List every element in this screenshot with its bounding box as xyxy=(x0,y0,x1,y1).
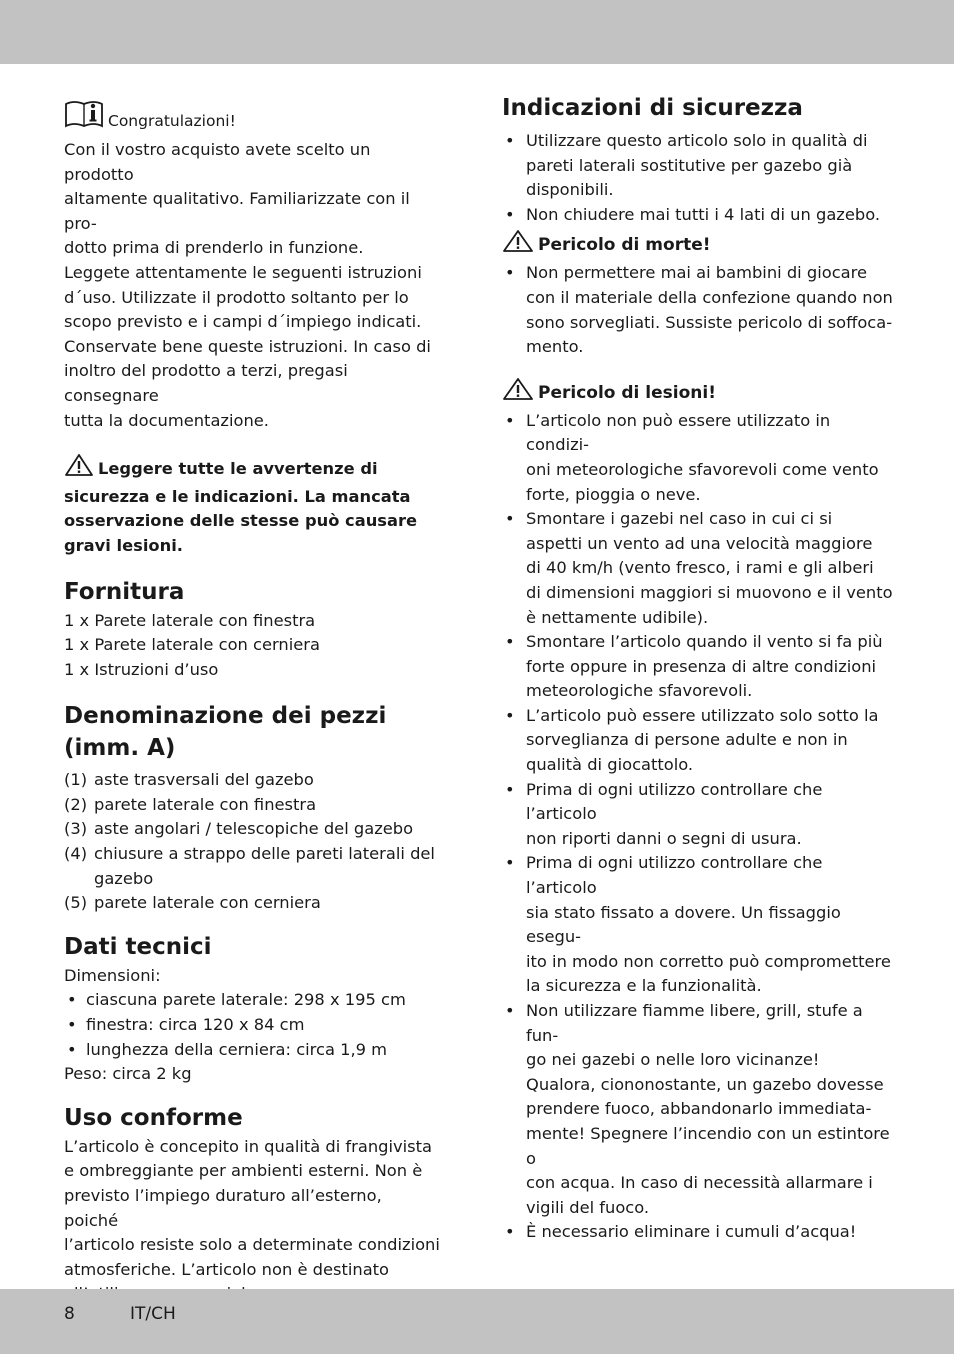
fornitura-title: Fornitura xyxy=(64,578,185,605)
part-number: (4) xyxy=(64,844,88,864)
part-item xyxy=(64,891,440,916)
warning-triangle-icon xyxy=(64,453,94,485)
left-column xyxy=(64,92,440,1307)
uso-conforme-title: Uso conforme xyxy=(64,1104,243,1131)
right-column xyxy=(502,92,894,1245)
pericolo-lesioni-item: • Prima di ogni utilizzo controllare che l’articolo sia stato fissato a dovere. Un fissaggio esegu- ito in modo non corretto può compromettere la sicurezza e la funzionalità. xyxy=(502,851,894,999)
pericolo-morte-list xyxy=(502,261,894,359)
pericolo-lesioni-item: • L’articolo non può essere utilizzato in condizi- oni meteorologiche sfavorevoli come vento forte, pioggia o neve. xyxy=(502,409,894,507)
warning-line: osservazione delle stesse può causare xyxy=(64,511,418,531)
denominazione-title-line2: (imm. A) xyxy=(64,735,176,762)
part-item xyxy=(64,768,440,793)
pericolo-lesioni-title: Pericolo di lesioni! xyxy=(538,382,716,403)
intro-line: tutta la documentazione. xyxy=(64,410,269,430)
dimensioni-list xyxy=(64,988,440,1062)
sicurezza-title: Indicazioni di sicurezza xyxy=(502,95,803,121)
intro-line: Con il vostro acquisto avete scelto un prodotto xyxy=(64,140,371,184)
part-number: (5) xyxy=(64,893,88,913)
warning-line: Leggere tutte le avvertenze di xyxy=(98,459,378,479)
fornitura-list xyxy=(64,609,440,683)
pericolo-lesioni-list xyxy=(502,409,894,1245)
intro-heading xyxy=(64,92,440,132)
denominazione-title xyxy=(64,700,440,764)
page-number: 8 xyxy=(64,1304,75,1324)
part-text: parete laterale con finestra xyxy=(94,794,317,814)
dimensioni-label: Dimensioni: xyxy=(64,965,161,985)
part-item xyxy=(64,842,440,891)
part-text: gazebo xyxy=(94,868,154,888)
intro-paragraph xyxy=(64,138,440,433)
part-text: aste trasversali del gazebo xyxy=(94,770,314,790)
denominazione-title-line1: Denominazione dei pezzi xyxy=(64,703,387,730)
uso-line: L’articolo è concepito in qualità di frangivista xyxy=(64,1136,433,1156)
dati-tecnici-title: Dati tecnici xyxy=(64,933,212,960)
fornitura-item: 1 x Istruzioni d’uso xyxy=(64,659,219,679)
intro-line: d´uso. Utilizzate il prodotto soltanto per lo xyxy=(64,287,409,307)
sicurezza-item: • Non chiudere mai tutti i 4 lati di un gazebo. xyxy=(502,203,894,228)
pericolo-lesioni-heading xyxy=(502,377,894,409)
warning-line: gravi lesioni. xyxy=(64,535,183,555)
dimensioni-item: • finestra: circa 120 x 84 cm xyxy=(64,1013,440,1038)
pericolo-morte-item: • Non permettere mai ai bambini di giocare con il materiale della confezione quando non sono sorvegliati. Sussiste pericolo di soffoca- mento. xyxy=(502,261,894,359)
pericolo-lesioni-item: • Non utilizzare fiamme libere, grill, stufe a fun- go nei gazebi o nelle loro vicinanze! Qualora, ciononostante, un gazebo dovesse prendere fuoco, abbandonarlo immediata- mente! Spegnere l’incendio con un estintore o con acqua. In caso di necessità allarmare i vigili del fuoco. xyxy=(502,999,894,1220)
dimensioni-item: • ciascuna parete laterale: 298 x 195 cm xyxy=(64,988,440,1013)
uso-line: previsto l’impiego duraturo all’esterno, poiché xyxy=(64,1186,382,1230)
parts-list xyxy=(64,768,440,916)
pericolo-lesioni-item: • Smontare i gazebi nel caso in cui ci si aspetti un vento ad una velocità maggiore di 40 km/h (vento fresco, i rami e gli alberi di dimensioni maggiori si muovono e il vento è nettamente udibile). xyxy=(502,507,894,630)
uso-line: l’articolo resiste solo a determinate condizioni xyxy=(64,1235,440,1255)
intro-line: scopo previsto e i campi d´impiego indicati. xyxy=(64,312,422,332)
sicurezza-list xyxy=(502,129,894,227)
intro-heading-text: Congratulazioni! xyxy=(108,112,236,130)
part-number: (1) xyxy=(64,770,88,790)
uso-line: atmosferiche. L’articolo non è destinato xyxy=(64,1259,390,1279)
info-book-icon xyxy=(64,98,104,132)
fornitura-item: 1 x Parete laterale con finestra xyxy=(64,610,316,630)
dimensioni-item: • lunghezza della cerniera: circa 1,9 m xyxy=(64,1038,440,1063)
uso-line: e ombreggiante per ambienti esterni. Non è xyxy=(64,1161,423,1181)
warning-line: sicurezza e le indicazioni. La mancata xyxy=(64,486,411,506)
warning-triangle-icon xyxy=(502,229,534,261)
sicurezza-item: • Utilizzare questo articolo solo in qualità di pareti laterali sostitutive per gazebo già disponibili. xyxy=(502,129,894,203)
pericolo-lesioni-item: • È necessario eliminare i cumuli d’acqua! xyxy=(502,1220,894,1245)
pericolo-lesioni-item: • Smontare l’articolo quando il vento si fa più forte oppure in presenza di altre condizioni meteorologiche sfavorevoli. xyxy=(502,630,894,704)
language-code: IT/CH xyxy=(130,1304,176,1324)
intro-warning xyxy=(64,453,440,558)
part-number: (3) xyxy=(64,819,88,839)
intro-line: altamente qualitativo. Familiarizzate con il pro- xyxy=(64,189,410,233)
part-text: chiusure a strappo delle pareti laterali del xyxy=(94,844,435,864)
pericolo-morte-heading xyxy=(502,229,894,261)
pericolo-morte-title: Pericolo di morte! xyxy=(538,235,711,256)
part-number: (2) xyxy=(64,794,88,814)
uso-conforme-text xyxy=(64,1135,440,1307)
warning-triangle-icon xyxy=(502,377,534,409)
header-bar xyxy=(0,0,954,64)
part-item xyxy=(64,793,440,818)
footer-bar xyxy=(0,1289,954,1354)
pericolo-lesioni-item: • L’articolo può essere utilizzato solo sotto la sorveglianza di persone adulte e non in qualità di giocattolo. xyxy=(502,704,894,778)
intro-line: Leggete attentamente le seguenti istruzioni xyxy=(64,262,422,282)
intro-line: inoltro del prodotto a terzi, pregasi consegnare xyxy=(64,361,348,405)
part-text: parete laterale con cerniera xyxy=(94,893,321,913)
intro-line: dotto prima di prenderlo in funzione. xyxy=(64,238,364,258)
fornitura-item: 1 x Parete laterale con cerniera xyxy=(64,635,320,655)
intro-line: Conservate bene queste istruzioni. In caso di xyxy=(64,336,431,356)
part-text: aste angolari / telescopiche del gazebo xyxy=(94,819,414,839)
pericolo-lesioni-item: • Prima di ogni utilizzo controllare che l’articolo non riporti danni o segni di usura. xyxy=(502,778,894,852)
part-item xyxy=(64,817,440,842)
peso: Peso: circa 2 kg xyxy=(64,1064,192,1084)
